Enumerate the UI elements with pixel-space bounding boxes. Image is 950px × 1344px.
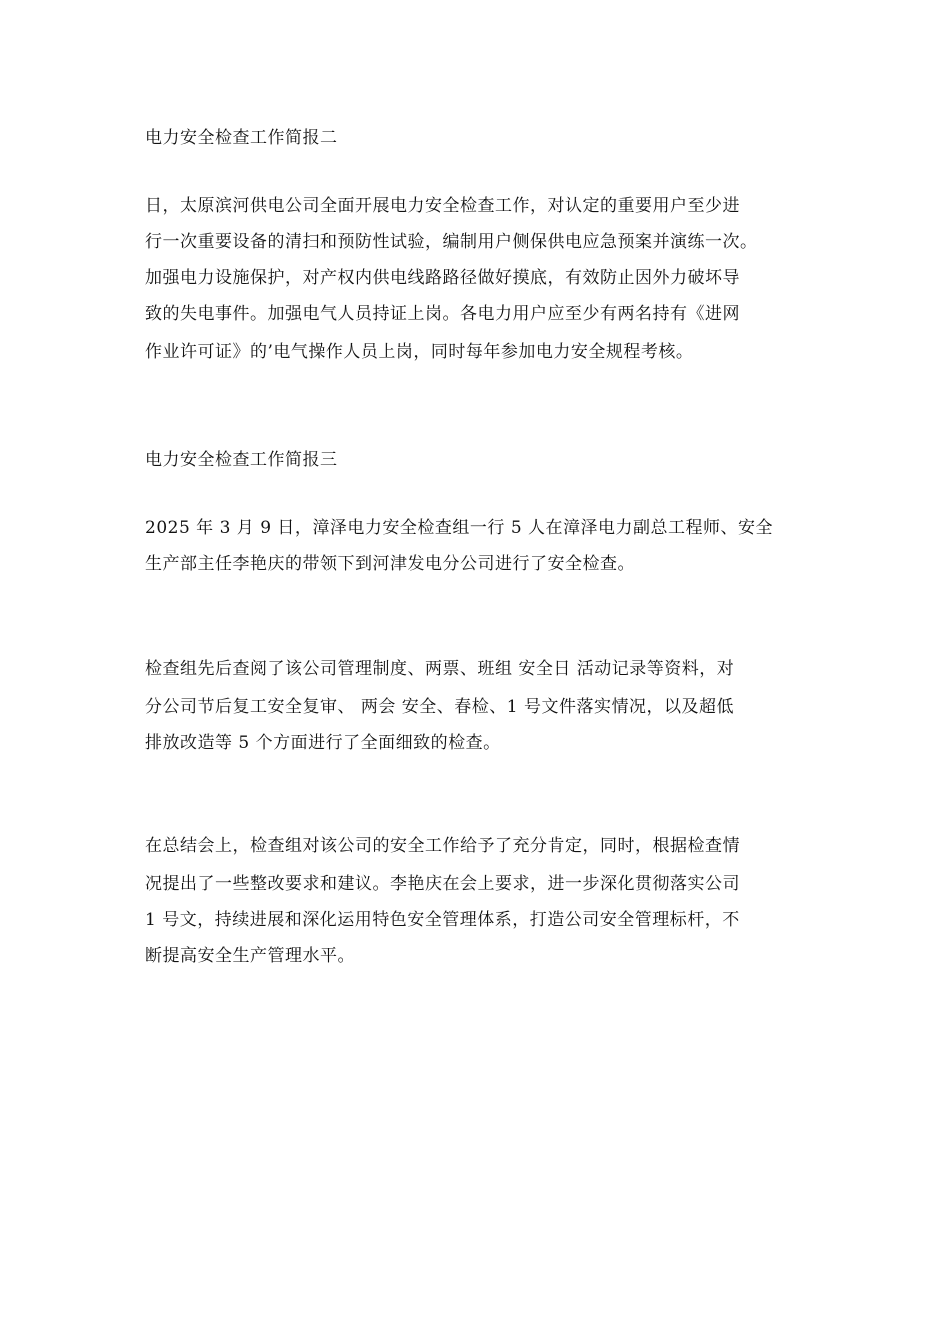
paragraph-line: 加强电力设施保护，对产权内供电线路路径做好摸底，有效防止因外力破坏导	[145, 268, 740, 288]
section-heading: 电力安全检查工作简报二	[145, 128, 338, 148]
paragraph-line: 1 号文，持续进展和深化运用特色安全管理体系，打造公司安全管理标杆，不	[145, 910, 740, 930]
paragraph-line: 2025 年 3 月 9 日，漳泽电力安全检查组一行 5 人在漳泽电力副总工程师、安全	[145, 518, 774, 538]
paragraph-line: 致的失电事件。加强电气人员持证上岗。各电力用户应至少有两名持有《进网	[145, 304, 740, 324]
paragraph-line: 检查组先后查阅了该公司管理制度、两票、班组 安全日 活动记录等资料，对	[145, 659, 735, 679]
paragraph-line: 况提出了一些整改要求和建议。李艳庆在会上要求，进一步深化贯彻落实公司	[145, 874, 740, 894]
paragraph-line: 分公司节后复工安全复审、 两会 安全、春检、1 号文件落实情况，以及超低	[145, 697, 735, 717]
paragraph-line: 在总结会上，检查组对该公司的安全工作给予了充分肯定，同时，根据检查情	[145, 836, 740, 856]
paragraph-line: 作业许可证》的’电气操作人员上岗，同时每年参加电力安全规程考核。	[145, 342, 694, 362]
paragraph-line: 断提高安全生产管理水平。	[145, 946, 355, 966]
paragraph-line: 生产部主任李艳庆的带领下到河津发电分公司进行了安全检查。	[145, 554, 635, 574]
paragraph-line: 行一次重要设备的清扫和预防性试验，编制用户侧保供电应急预案并演练一次。	[145, 232, 758, 252]
paragraph-line: 排放改造等 5 个方面进行了全面细致的检查。	[145, 733, 501, 753]
section-heading: 电力安全检查工作简报三	[145, 450, 338, 470]
paragraph-line: 日，太原滨河供电公司全面开展电力安全检查工作，对认定的重要用户至少进	[145, 196, 740, 216]
